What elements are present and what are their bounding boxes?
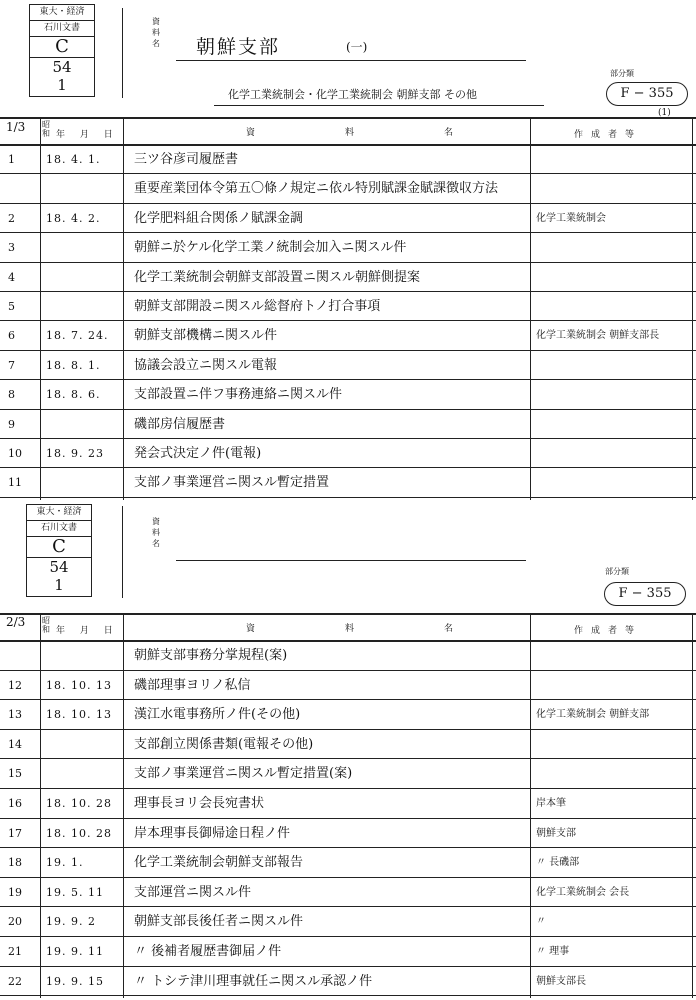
row-number: 5 [8,300,15,313]
row-rule [0,379,696,380]
row-rule [0,818,696,819]
row-rule [0,291,696,292]
row-number: 16 [8,797,22,810]
category-code: F − 355 [606,82,688,106]
row-rule [0,409,696,410]
table1-col-title [530,117,531,500]
row-rule [0,729,696,730]
page-fraction-2: 2/3 [6,615,26,629]
row-date: 18. 9. 23 [46,447,104,460]
row-rule [0,699,696,700]
row-rule [0,995,696,996]
row-number: 13 [8,708,22,722]
row-date: 18. 7. 24. [46,329,109,343]
row-title: 支部ノ事業運営ニ関スル暫定措置 [134,475,330,491]
table2-col-date [123,613,124,998]
row-rule [0,203,696,204]
row-author: 朝鮮支部長 [536,975,586,987]
row-author: 〃 [536,916,546,928]
row-rule [0,847,696,848]
row-author: 化学工業統制会 朝鮮支部長 [536,330,660,342]
row-rule [0,232,696,233]
header-era-1: 昭和 [42,120,50,138]
header-document-1: 資料名 [246,128,544,138]
title-underline [176,60,526,61]
row-date: 18. 4. 2. [46,211,101,225]
row-number: 2 [8,211,15,225]
row-rule [0,350,696,351]
row-author: 朝鮮支部 [536,827,576,839]
row-author: 化学工業統制会 [536,212,606,224]
row-number: 9 [8,417,15,431]
row-rule [0,877,696,878]
row-title: 〃 後補者履歴書御届ノ件 [134,944,282,959]
row-title: 支部ノ事業運営ニ関スル暫定措置(案) [134,766,353,782]
row-author: 化学工業統制会 朝鮮支部 [536,709,650,721]
table2-col-title [530,613,531,998]
row-number: 11 [8,476,22,490]
category-sub: (1) [658,108,671,118]
row-rule [0,788,696,789]
row-title: 磯部理事ヨリノ私信 [134,677,251,693]
row-rule [0,320,696,321]
row-rule [0,173,696,174]
row-date: 18. 4. 1. [46,153,101,166]
stamp-line1: 東大・経済 [30,5,94,21]
subtitle: 化学工業統制会・化学工業統制会 朝鮮支部 その他 [228,88,477,101]
row-author: 岸本筆 [536,798,566,809]
row-rule [0,262,696,263]
row-title: 理事長ヨリ会長宛書状 [134,796,265,811]
material-volume: (一) [346,40,368,54]
subtitle-underline [214,105,544,106]
row-rule [0,670,696,671]
row-number: 20 [8,915,22,929]
row-title: 化学工業統制会朝鮮支部設置ニ関スル朝鮮側提案 [134,269,421,285]
row-number: 6 [8,329,15,343]
header-era-2: 昭和 [42,616,50,634]
row-title: 朝鮮支部開設ニ関スル総督府トノ打合事項 [134,299,381,314]
category-label-2: 部分類 [605,567,629,576]
row-title: 支部設置ニ伴フ事務連絡ニ関スル件 [134,387,343,403]
header-author-1: 作成者等 [574,130,643,140]
row-date: 18. 10. 28 [46,797,112,810]
title-block-divider-2 [122,506,123,598]
row-title: 〃 トシテ津川理事就任ニ関スル承認ノ件 [134,973,373,989]
row-date: 19. 9. 2 [46,915,96,929]
row-number: 19 [8,885,22,899]
row-date: 18. 10. 13 [46,708,112,722]
table1-col-no [40,117,41,500]
table2-col-author [692,613,693,998]
stamp-line2: 石川文書 [30,21,94,37]
row-title: 三ツ谷彦司履歴書 [134,152,239,167]
table2-col-no [40,613,41,998]
row-rule [0,906,696,907]
header-date-1: 年 月 日 [56,130,119,140]
row-date: 19. 5. 11 [46,885,104,899]
row-date: 19. 1. [46,856,84,870]
row-rule [0,438,696,439]
row-number: 10 [8,447,22,460]
row-date: 19. 9. 15 [46,974,104,988]
header-date-2: 年 月 日 [56,626,119,636]
row-number: 8 [8,388,15,402]
row-title: 朝鮮支部機構ニ関スル件 [134,328,278,344]
row-number: 12 [8,678,22,692]
table2-top-rule [0,613,696,615]
row-title: 化学肥料組合関係ノ賦課金調 [134,210,304,226]
row-rule [0,966,696,967]
stamp-sub: 1 [57,76,67,94]
row-author: 化学工業統制会 会長 [536,886,630,898]
stamp-series: C [55,36,69,57]
table1-top-rule [0,117,696,119]
row-title: 朝鮮ニ於ケル化学工業ノ統制会加入ニ関スル件 [134,240,407,256]
header-document-2: 資料名 [246,624,544,634]
material-label: 資料名 [152,17,160,48]
row-title: 支部運営ニ関スル件 [134,884,252,900]
stamp2-sub: 1 [54,576,64,594]
row-title: 朝鮮支部事務分掌規程(案) [134,648,288,663]
stamp2-line2: 石川文書 [27,521,91,537]
row-author: 〃 長磯部 [536,857,580,869]
row-title: 重要産業団体令第五〇條ノ規定ニ依ル特別賦課金賦課徴収方法 [134,181,499,197]
archive-stamp-2 [26,504,92,597]
row-rule [0,467,696,468]
row-title: 漢江水電事務所ノ件(その他) [134,707,301,723]
row-author: 〃 理事 [536,946,570,957]
table1-header-rule [0,144,696,146]
archive-stamp [29,4,95,97]
row-date: 18. 10. 28 [46,826,112,840]
row-number: 22 [8,974,22,988]
header-author-2: 作成者等 [574,626,643,636]
stamp2-number: 54 [27,557,91,576]
row-title: 協議会設立ニ関スル電報 [134,357,278,373]
category-label: 部分類 [610,69,634,78]
page-fraction-1: 1/3 [6,120,26,134]
row-title: 発会式決定ノ件(電報) [134,446,262,461]
row-number: 15 [8,767,22,781]
row-date: 19. 9. 11 [46,945,104,958]
row-rule [0,758,696,759]
stamp-number: 54 [30,57,94,76]
row-date: 18. 8. 6. [46,388,101,402]
row-number: 18 [8,856,22,870]
title-underline-2 [176,560,526,561]
table1-col-date [123,117,124,500]
stamp2-line1: 東大・経済 [27,505,91,521]
row-number: 4 [8,270,15,284]
row-rule [0,936,696,937]
table2-header-rule [0,640,696,642]
category-code-2: F − 355 [604,582,686,606]
table1-col-author [692,117,693,500]
row-number: 21 [8,945,22,958]
row-number: 17 [8,826,22,840]
row-number: 3 [8,241,15,255]
material-name: 朝鮮支部 [196,36,281,58]
row-title: 支部創立関係書類(電報その他) [134,736,314,752]
row-title: 磯部房信履歴書 [134,416,226,432]
row-date: 18. 8. 1. [46,358,101,372]
stamp2-series: C [52,536,66,557]
row-title: 岸本理事長御帰途日程ノ件 [134,825,291,841]
row-rule [0,497,696,498]
row-number: 1 [8,153,15,166]
row-number: 14 [8,737,22,751]
title-block-divider [122,8,123,98]
row-date: 18. 10. 13 [46,678,112,692]
material-label-2: 資料名 [152,517,160,548]
row-number: 7 [8,358,15,372]
row-title: 化学工業統制会朝鮮支部報告 [134,855,304,871]
row-title: 朝鮮支部長後任者ニ関スル件 [134,914,304,930]
